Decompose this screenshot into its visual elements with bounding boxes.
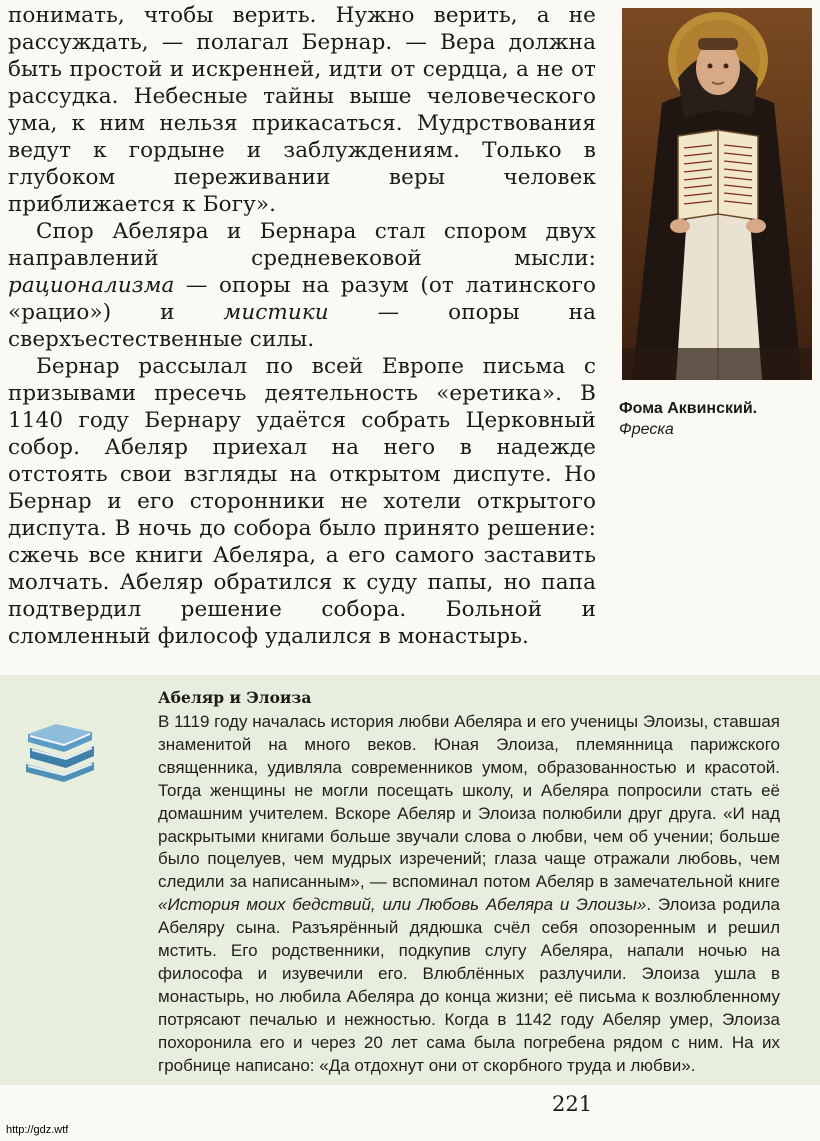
insert-text-part: В 1119 году началась история любви Абеляра и его ученицы Элоизы, ставшая знаменитой на много веков. Юная Элоиза, племянница парижского священника, удивляла современников умом, образованностью и красотой. Тогда женщины не могли посещать школу, и Абеляра попросили стать её домашним учителем. Вскоре Абеляр и Элоиза полюбили друг друга. «И над раскрытыми книгами больше звучали слова о любви, чем об учении; больше было поцелуев, чем мудрых изречений; глаза чаще отражали любовь, чем следили за написанным», — вспоминал потом Абеляр в замечательной книге [158, 712, 780, 892]
paragraph-2 [8, 218, 596, 353]
insert-text [158, 711, 780, 1078]
book-title: «История моих бедствий, или Любовь Абеляра и Элоизы» [158, 895, 647, 915]
figure-caption [619, 398, 817, 440]
paragraph-3: Бернар рассылал по всей Европе письма с призывами пресечь деятельность «еретика». В 1140 году Бернару удаётся собрать Церковный собор. Абеляр приехал на него в надежде отстоять свои взгляды на открытом диспуте. Но Бернар и его сторонники не хотели открытого диспута. В ночь до собора было принято решение: сжечь все книги Абеляра, а его самого заставить молчать. Абеляр обратился к суду папы, но папа подтвердил решение собора. Больной и сломленный философ удалился в монастырь. [8, 354, 596, 649]
paragraph-2-text: — опоры на разум (от латинского «рацио») и [8, 273, 596, 325]
caption-subtitle: Фреска [619, 421, 674, 438]
page-number: 221 [552, 1092, 593, 1116]
paragraph-1: понимать, чтобы верить. Нужно верить, а не рассуждать, — полагал Бернар. — Вера должна быть простой и искренней, идти от сердца, а не от рассудка. Небесные тайны выше человеческого ума, к ним нельзя прикасаться. Мудрствования ведут к гордыне и заблуждениям. Только в глубоком переживании веры человек приближается к Богу». [8, 3, 596, 217]
paragraph-2-text: Спор Абеляра и Бернара стал спором двух направлений средневековой мысли: [8, 219, 596, 271]
insert-paragraph [158, 711, 780, 1078]
term-rationalism: рационализма [8, 273, 175, 298]
thomas-aquinas-fresco [622, 8, 812, 380]
term-mysticism: мистики [223, 300, 329, 325]
books-icon [24, 724, 96, 786]
fresco-image [622, 8, 812, 380]
main-text [8, 2, 596, 650]
paragraph-2-text: — опоры на сверхъестественные силы. [8, 300, 597, 352]
insert-text-part: . Элоиза родила Абеляру сына. Разъярённый дядюшка счёл себя опозоренным и решил мстить. Его родственники, подкупив слугу Абеляра, напали ночью на философа и изувечили его. Влюблённых разлучили. Элоиза ушла в монастырь, но любила Абеляра до конца жизни; её письма к возлюбленному потрясают печалью и нежностью. Когда в 1142 году Абеляр умер, Элоиза похоронила его и через 20 лет сама была погребена рядом с ним. На их гробнице написано: «Да отдохнут они от скорбного труда и любви». [158, 895, 780, 1075]
caption-title: Фома Аквинский. [619, 400, 758, 417]
watermark: http://gdz.wtf [6, 1124, 69, 1136]
insert-title: Абеляр и Элоиза [158, 688, 312, 707]
